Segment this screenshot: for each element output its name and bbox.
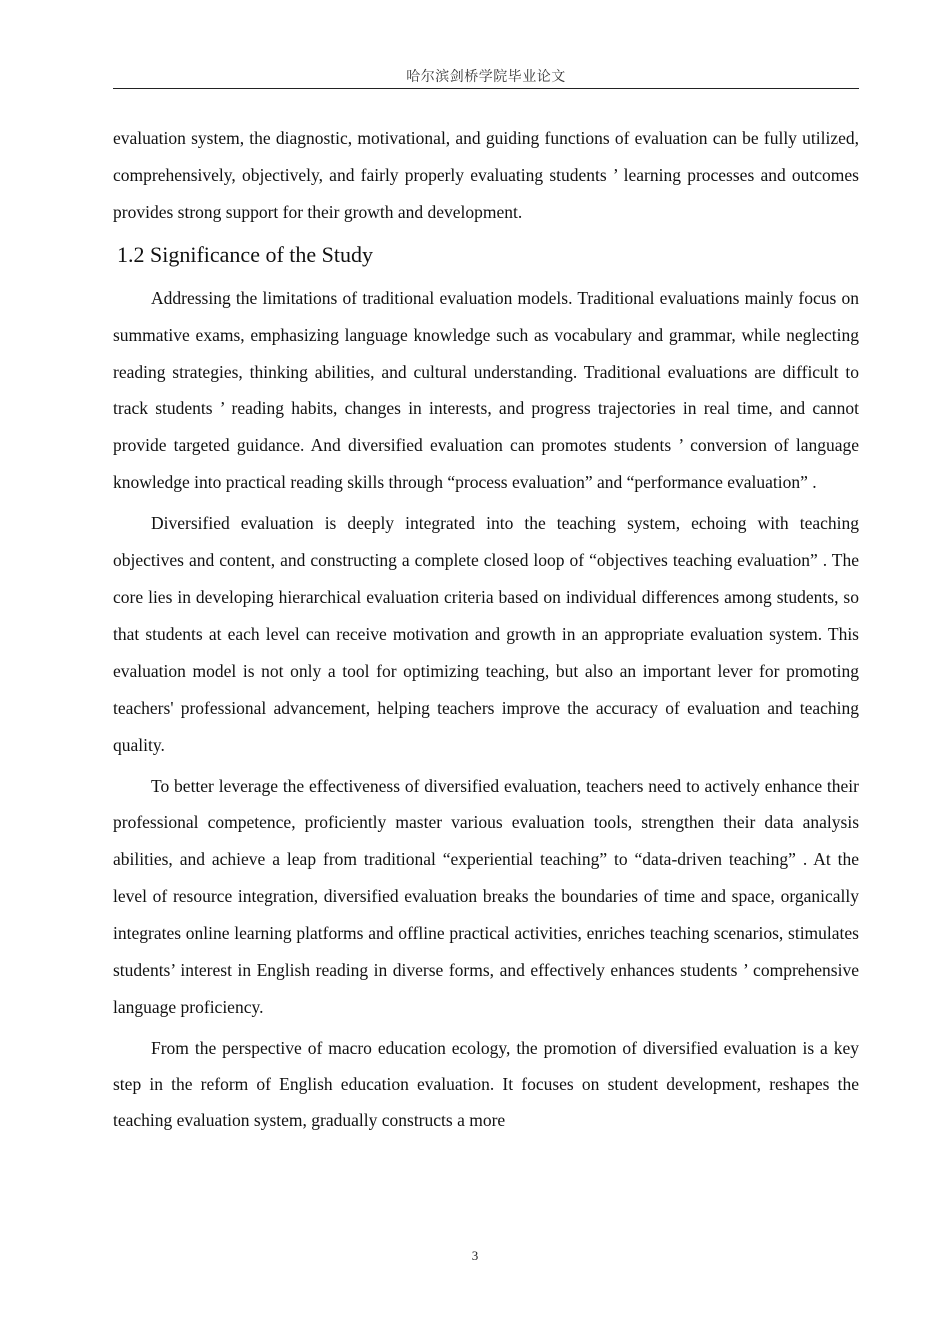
body-paragraph-3: To better leverage the effectiveness of diversified evaluation, teachers need to actively enhance their professional competence, proficiently master various evaluation tools, strengthen their data analysis abilities, and achieve a leap from traditional “experiential teaching” to “data-driven teaching” . At the level of resource integration, diversified evaluation breaks the boundaries of time and space, organically integrates online learning platforms and offline practical activities, enriches teaching scenarios, stimulates students’ interest in English reading in diverse forms, and effectively enhances students ’ comprehensive language proficiency. bbox=[113, 775, 859, 1017]
section-heading: 1.2 Significance of the Study bbox=[117, 241, 374, 267]
intro-paragraph: evaluation system, the diagnostic, motivational, and guiding functions of evaluation can be fully utilized, comprehensively, objectively, and fairly properly evaluating students ’ learning processes and outcomes provides strong support for their growth and development. bbox=[113, 128, 859, 222]
body-paragraph-4: From the perspective of macro education ecology, the promotion of diversified evaluation is a key step in the reform of English education evaluation. It focuses on student development, reshapes the teaching evaluation system, gradually constructs a more bbox=[113, 1037, 859, 1130]
body-paragraph-1: Addressing the limitations of traditional evaluation models. Traditional evaluations mainly focus on summative exams, emphasizing language knowledge such as vocabulary and grammar, while neglecting reading strategies, thinking abilities, and cultural understanding. Traditional evaluations are difficult to track students ’ reading habits, changes in interests, and progress trajectories in real time, and cannot provide targeted guidance. And diversified evaluation can promotes students ’ conversion of language knowledge into practical reading skills through “process evaluation” and “performance evaluation” . bbox=[113, 287, 859, 493]
page-body bbox=[113, 120, 859, 1142]
page-number: 3 bbox=[471, 1248, 479, 1263]
running-header: 哈尔滨剑桥学院毕业论文 bbox=[406, 70, 566, 85]
body-paragraph-2: Diversified evaluation is deeply integrated into the teaching system, echoing with teaching objectives and content, and constructing a complete closed loop of “objectives teaching evaluation” . The core lies in developing hierarchical evaluation criteria based on individual differences among students, so that students at each level can receive motivation and growth in an appropriate evaluation system. This evaluation model is not only a tool for optimizing teaching, but also an important lever for promoting teachers' professional advancement, helping teachers improve the accuracy of evaluation and teaching quality. bbox=[113, 513, 859, 755]
header-rule bbox=[113, 88, 859, 89]
